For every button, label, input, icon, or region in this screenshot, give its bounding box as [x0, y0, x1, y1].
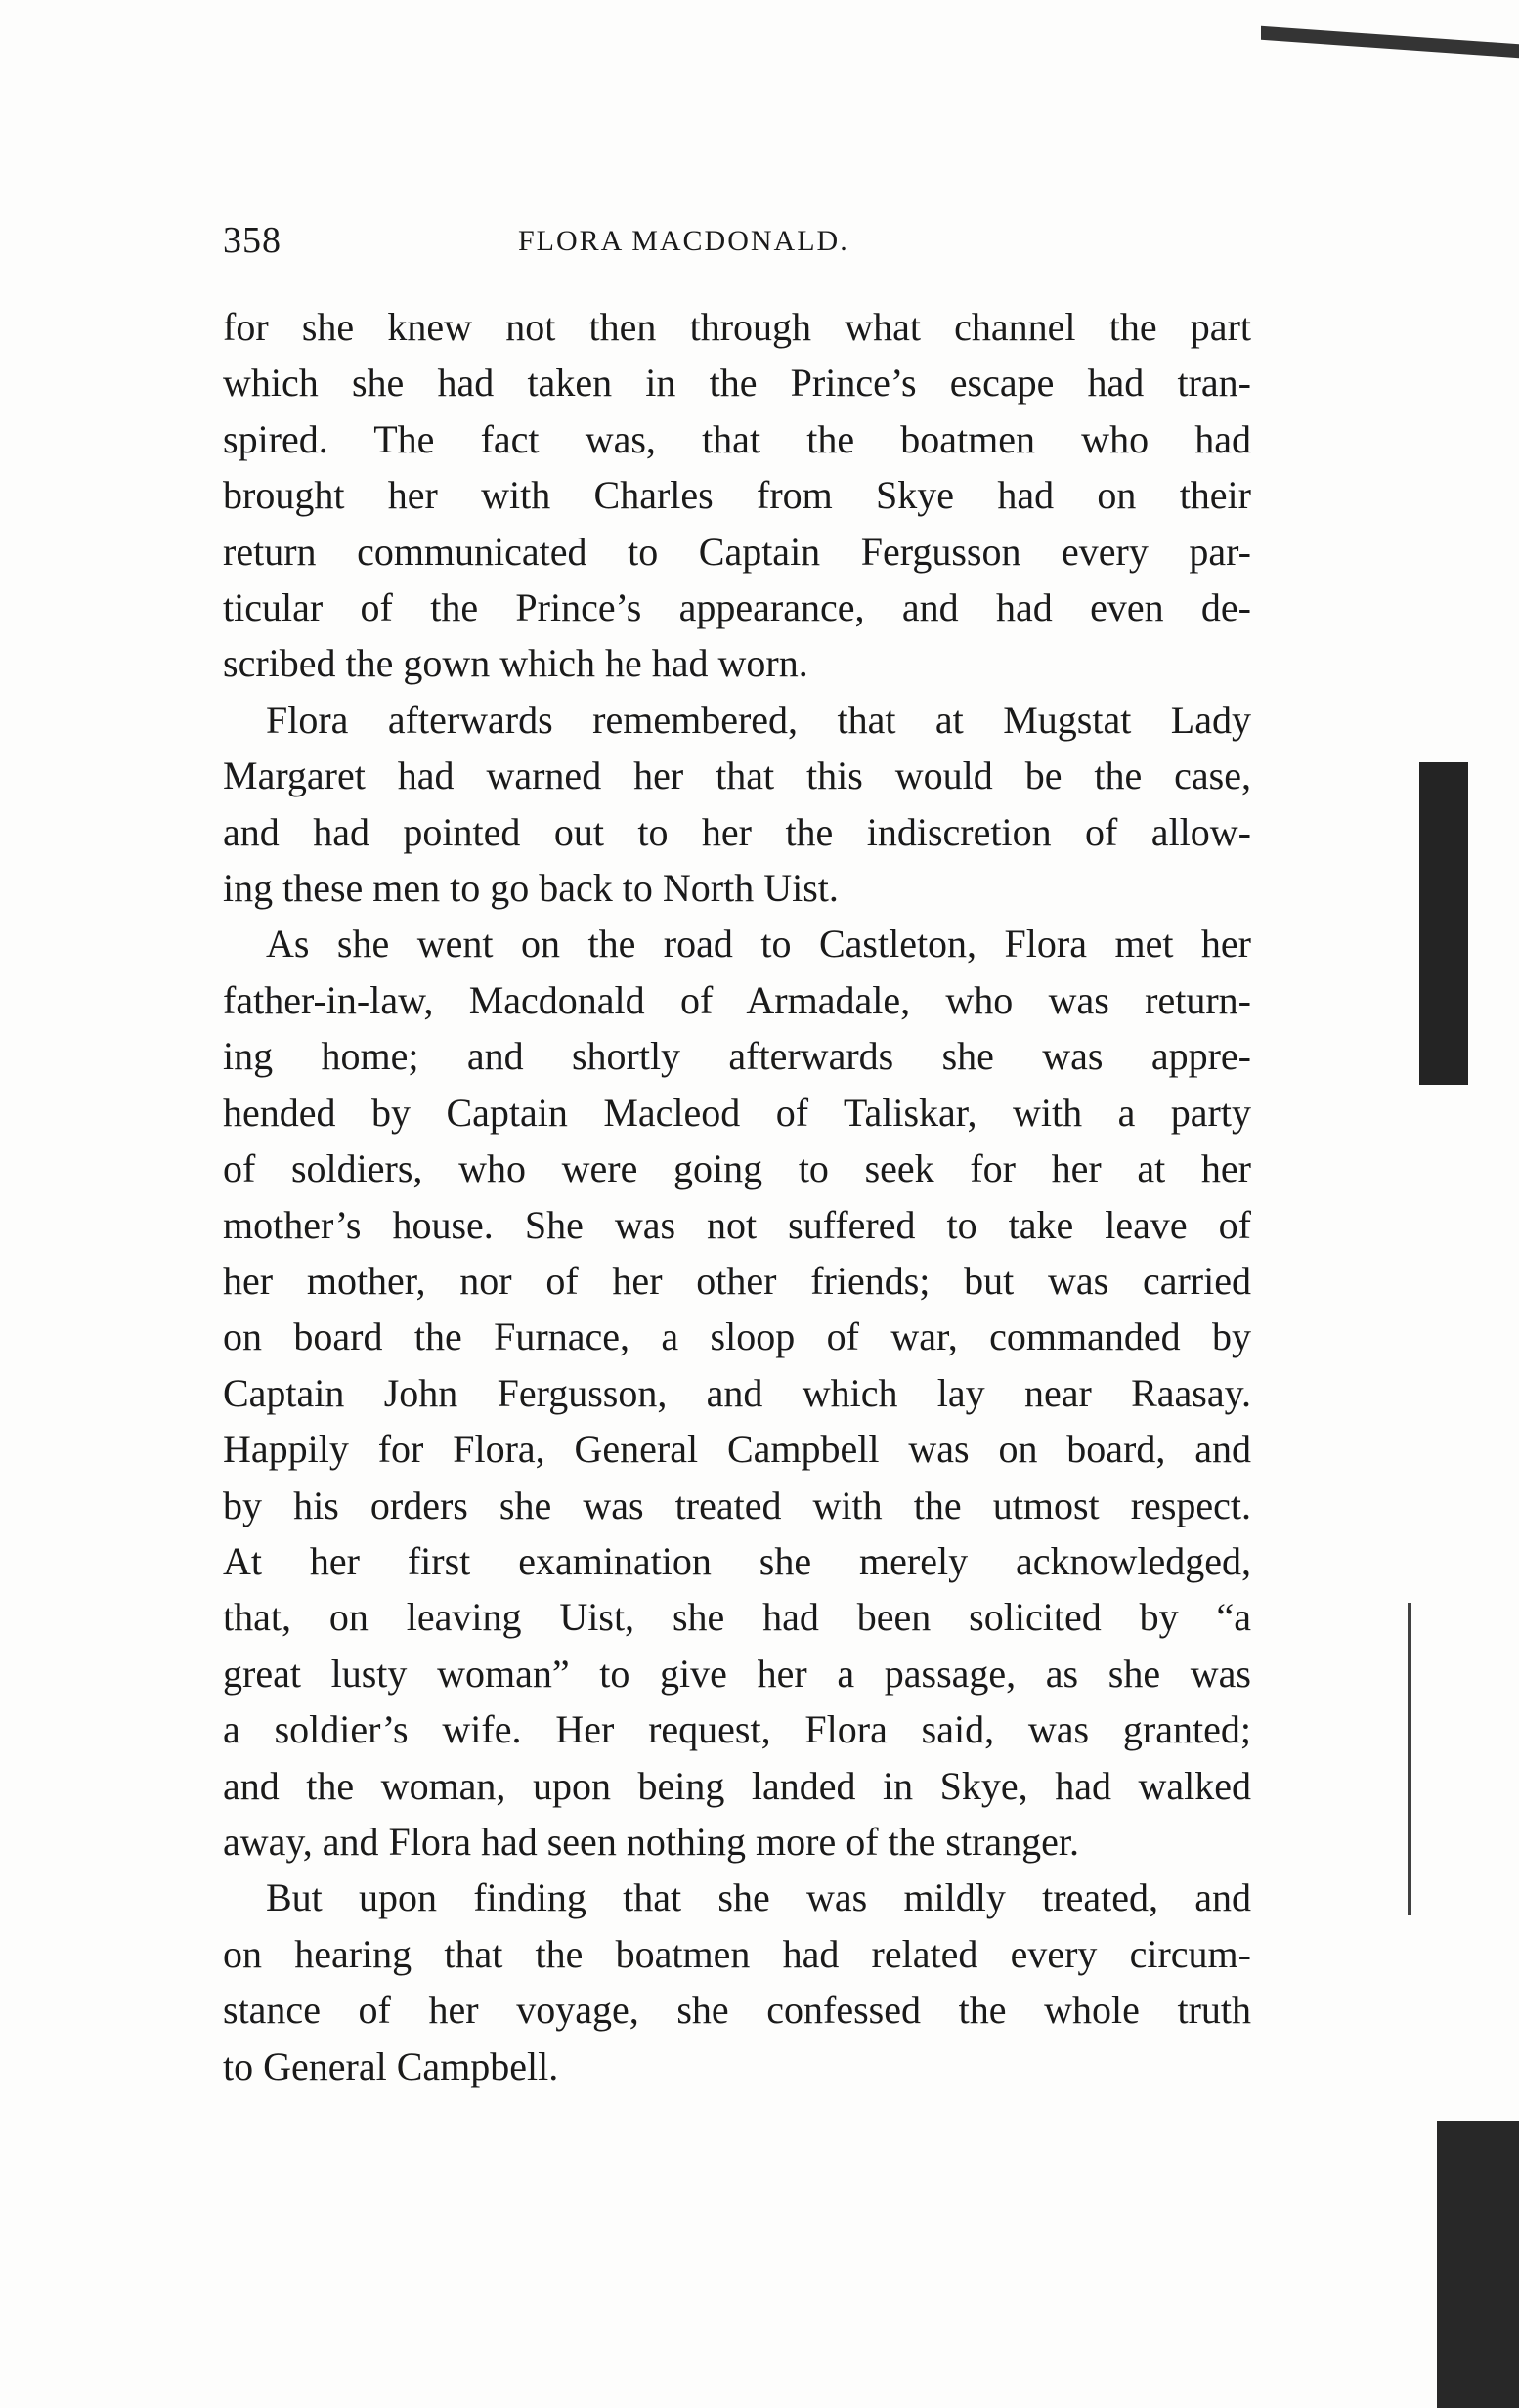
text-line: that, on leaving Uist, she had been solicited by “a	[223, 1595, 1251, 1640]
paragraph-2	[223, 692, 1251, 917]
text-line: which she had taken in the Prince’s escape had tran-	[223, 361, 1251, 406]
text-line: father-in-law, Macdonald of Armadale, who was return-	[223, 977, 1251, 1022]
text-line: of soldiers, who were going to seek for her at her	[223, 1146, 1251, 1191]
page-number: 358	[223, 220, 282, 261]
text-line: by his orders she was treated with the utmost respect.	[223, 1483, 1251, 1527]
text-line: a soldier’s wife. Her request, Flora said, was granted;	[223, 1707, 1251, 1752]
running-head	[223, 219, 1251, 278]
text-line: Happily for Flora, General Campbell was on board, and	[223, 1427, 1251, 1472]
text-line: away, and Flora had seen nothing more of the stranger.	[223, 1819, 1080, 1864]
scan-artifact-right-bar-upper	[1419, 762, 1468, 1085]
running-title: FLORA MACDONALD.	[518, 225, 849, 257]
text-line: brought her with Charles from Skye had on their	[223, 473, 1251, 518]
text-line: mother’s house. She was not suffered to take leave of	[223, 1202, 1251, 1247]
text-line: on hearing that the boatmen had related every circum-	[223, 1931, 1251, 1976]
text-line: her mother, nor of her other friends; but was carried	[223, 1258, 1251, 1303]
text-line: and the woman, upon being landed in Skye, had walked	[223, 1763, 1251, 1808]
text-line: for she knew not then through what channel the part	[223, 305, 1251, 349]
scan-artifact-right-line	[1408, 1603, 1411, 1915]
text-line: At her first examination she merely acknowledged,	[223, 1538, 1251, 1583]
scan-artifact-top-right	[1261, 26, 1519, 58]
text-line: hended by Captain Macleod of Taliskar, with a party	[223, 1090, 1251, 1135]
text-line: to General Campbell.	[223, 2043, 559, 2088]
text-line: ing home; and shortly afterwards she was appre-	[223, 1034, 1251, 1079]
text-line: scribed the gown which he had worn.	[223, 641, 808, 686]
text-line: But upon finding that she was mildly treated, and	[266, 1875, 1251, 1920]
text-line: stance of her voyage, she confessed the whole truth	[223, 1988, 1251, 2033]
text-line: spired. The fact was, that the boatmen who had	[223, 416, 1251, 461]
paragraph-4	[223, 1870, 1251, 2094]
text-line: Flora afterwards remembered, that at Mugstat Lady	[266, 697, 1251, 742]
text-line: and had pointed out to her the indiscretion of allow-	[223, 809, 1251, 854]
paragraph-1	[223, 299, 1251, 692]
text-line: ticular of the Prince’s appearance, and had even de-	[223, 585, 1251, 630]
scan-artifact-right-bar-lower	[1437, 2121, 1519, 2408]
body-text	[223, 299, 1251, 2094]
text-line: ing these men to go back to North Uist.	[223, 866, 839, 911]
text-line: Margaret had warned her that this would be the case,	[223, 753, 1251, 798]
paragraph-3	[223, 916, 1251, 1870]
text-line: Captain John Fergusson, and which lay near Raasay.	[223, 1370, 1251, 1415]
text-line: great lusty woman” to give her a passage, as she was	[223, 1651, 1251, 1696]
text-line: As she went on the road to Castleton, Flora met her	[266, 922, 1251, 967]
text-line: on board the Furnace, a sloop of war, commanded by	[223, 1314, 1251, 1359]
text-line: return communicated to Captain Fergusson every par-	[223, 529, 1251, 574]
